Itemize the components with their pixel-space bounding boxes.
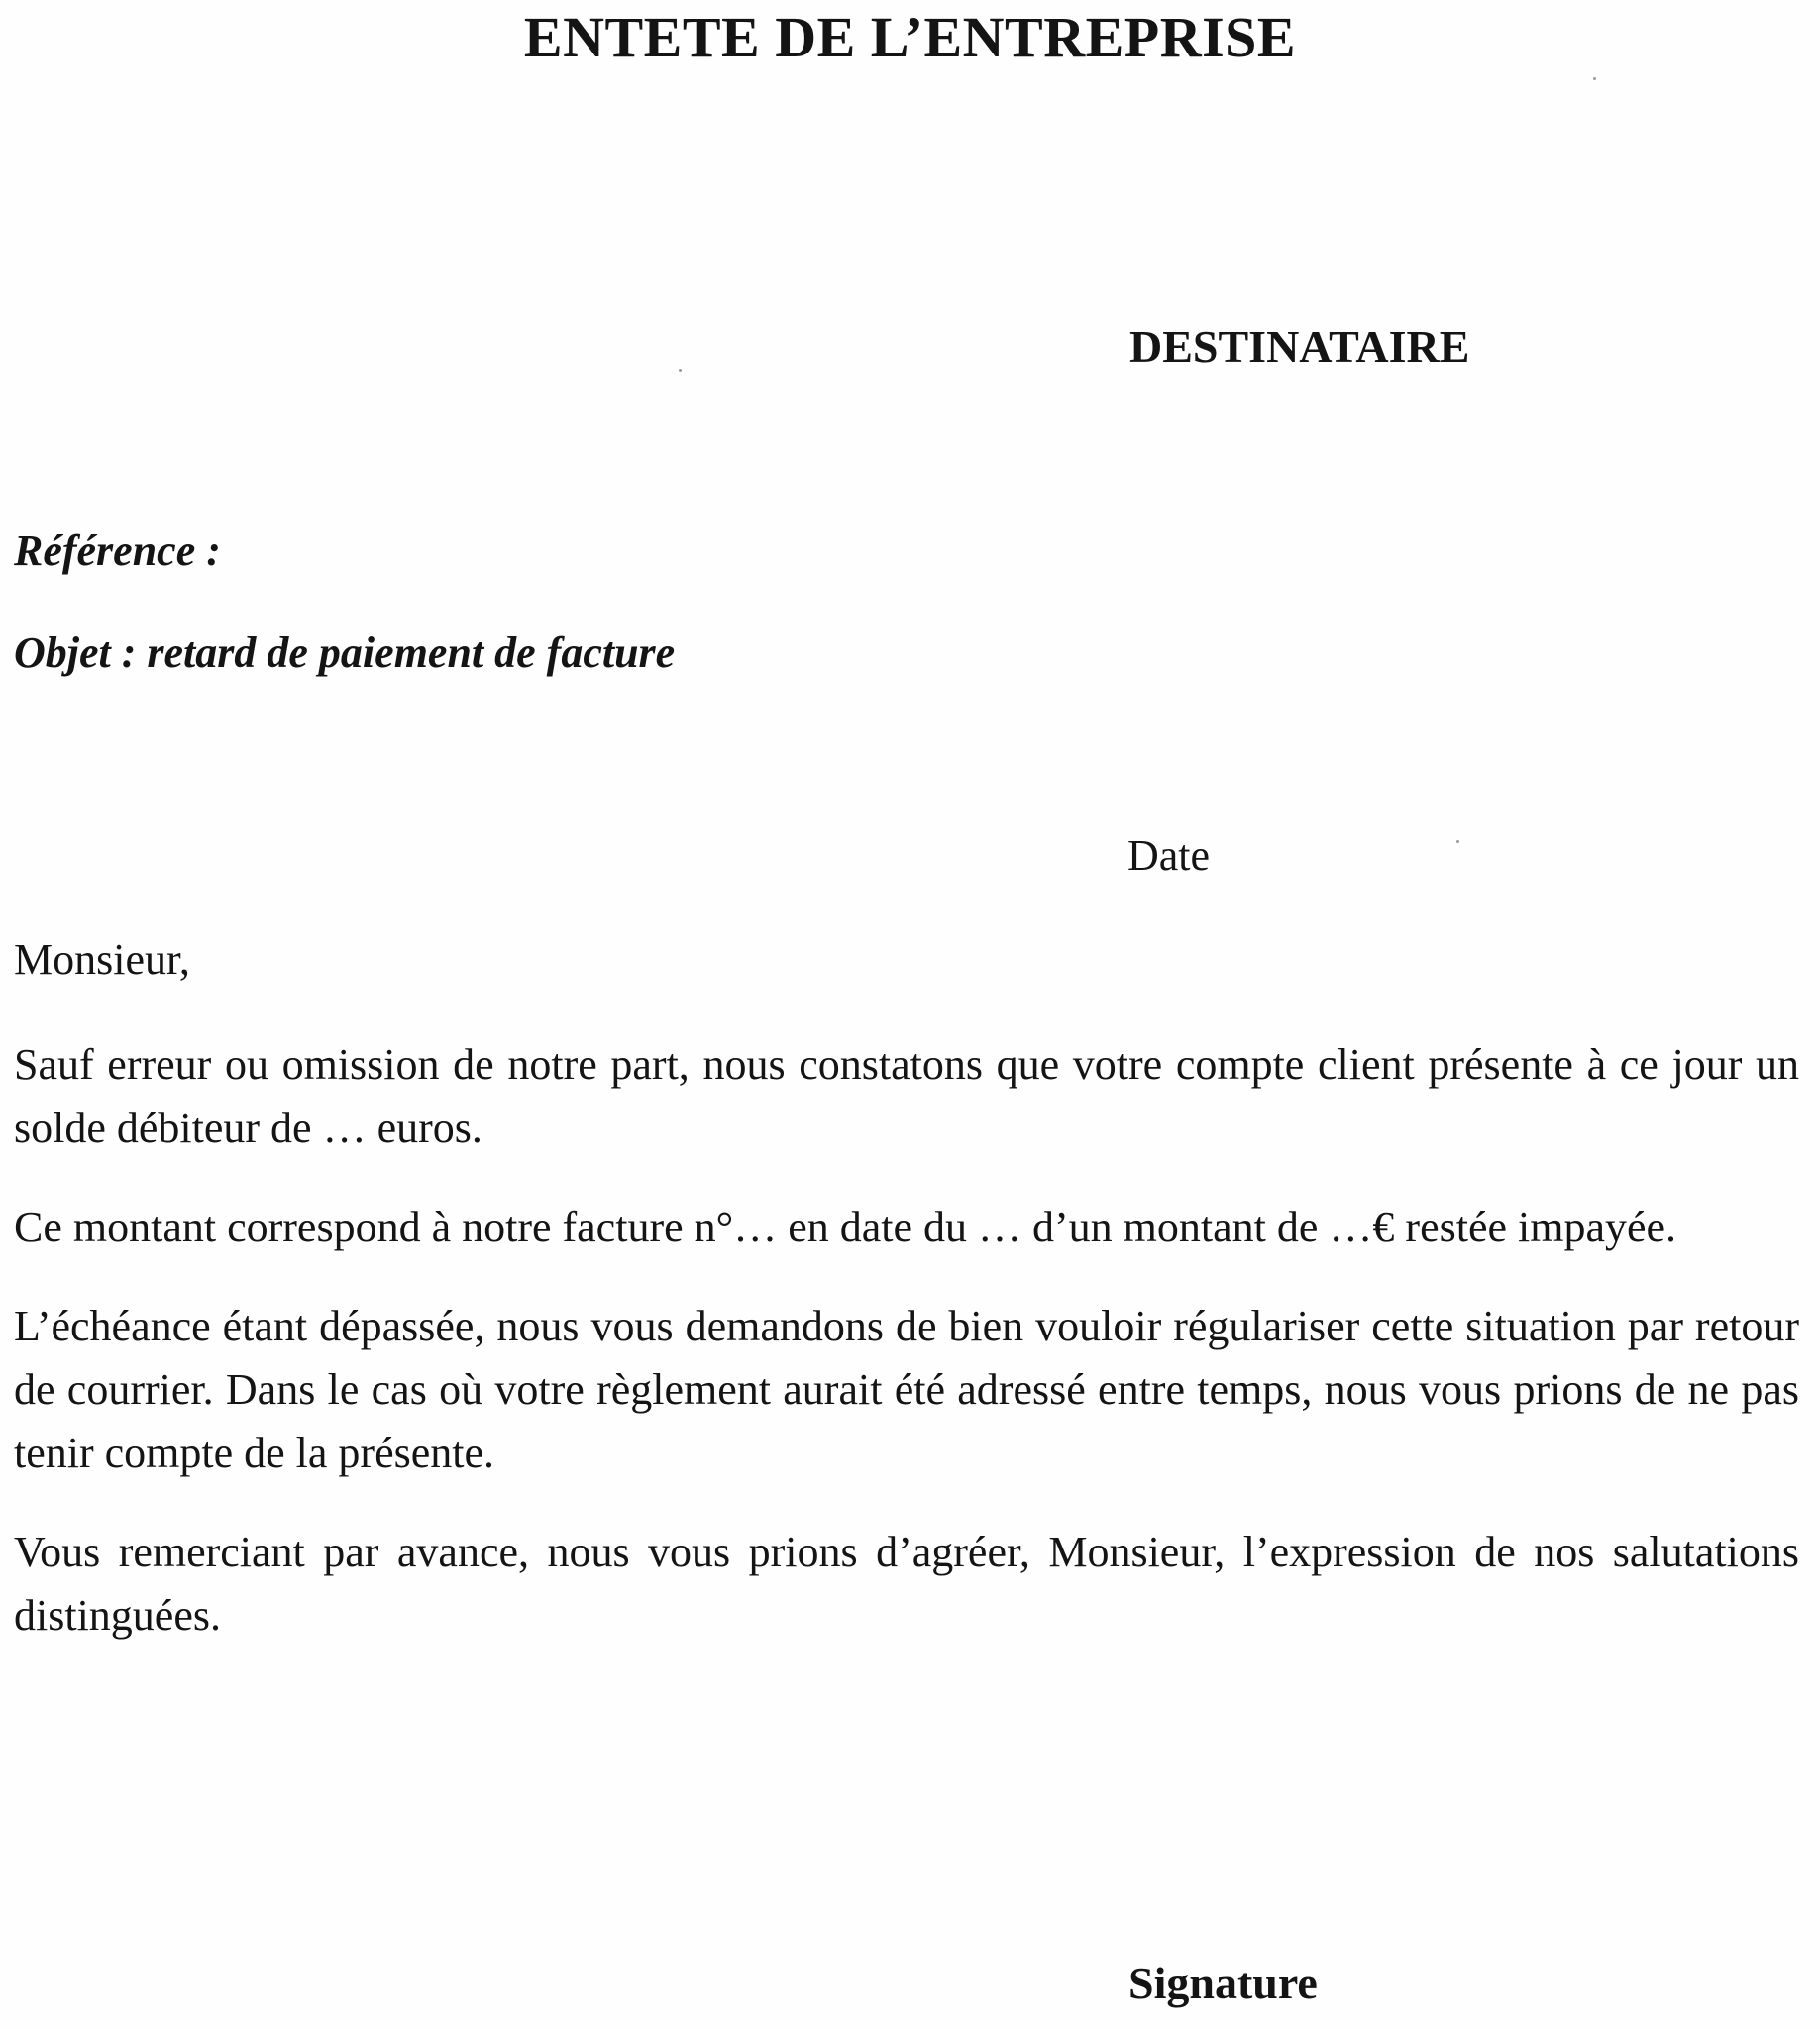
salutation: Monsieur, <box>14 935 190 984</box>
body-paragraph: Vous remerciant par avance, nous vous prions d’agréer, Monsieur, l’expression de nos salutations distinguées. <box>14 1528 1799 1640</box>
signature-label: Signature <box>1128 1958 1318 2008</box>
letter-body <box>14 1033 1799 1683</box>
company-header: ENTETE DE L’ENTREPRISE <box>523 5 1297 69</box>
subject-line: Objet : retard de paiement de facture <box>14 628 676 677</box>
body-paragraph: Sauf erreur ou omission de notre part, nous constatons que votre compte client présente à ce jour un solde débiteur de … euros. <box>14 1040 1799 1152</box>
scan-speck <box>1456 840 1459 843</box>
reference-label: Référence : <box>14 526 221 575</box>
scan-speck <box>1593 77 1596 80</box>
recipient-label: DESTINATAIRE <box>1129 321 1470 372</box>
scan-speck <box>679 369 682 372</box>
body-paragraph: Ce montant correspond à notre facture n°… en date du … d’un montant de …€ restée impayée. <box>14 1203 1677 1251</box>
date-label: Date <box>1127 831 1211 880</box>
body-paragraph: L’échéance étant dépassée, nous vous demandons de bien vouloir régulariser cette situation par retour de courrier. Dans le cas où votre règlement aurait été adressé entre temps, nous vous prions de ne pas tenir compte de la présente. <box>14 1302 1799 1477</box>
